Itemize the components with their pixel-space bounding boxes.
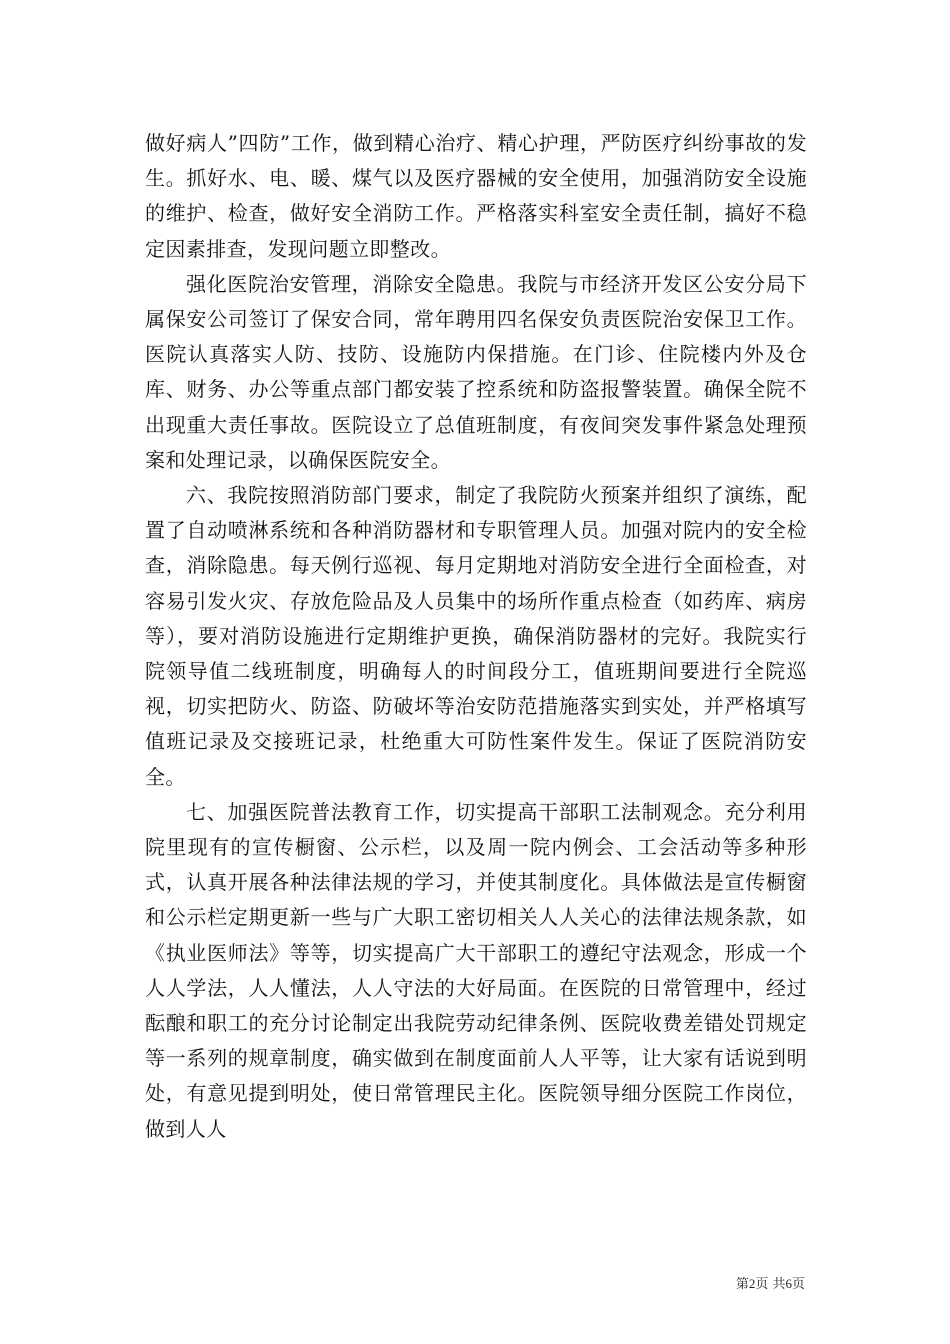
paragraph-3: 六、我院按照消防部门要求，制定了我院防火预案并组织了演练，配置了自动喷淋系统和各种消防器材和专职管理人员。加强对院内的安全检查，消除隐患。每天例行巡视、每月定期地对消防安全进行全面检查，对容易引发火灾、存放危险品及人员集中的场所作重点检查（如药库、病房等），要对消防设施进行定期维护更换，确保消防器材的完好。我院实行院领导值二线班制度，明确每人的时间段分工，值班期间要进行全院巡视，切实把防火、防盗、防破坏等治安防范措施落实到实处，并严格填写值班记录及交接班记录，杜绝重大可防性案件发生。保证了医院消防安全。 <box>145 483 807 789</box>
paragraph-2: 强化医院治安管理，消除安全隐患。我院与市经济开发区公安分局下属保安公司签订了保安合同，常年聘用四名保安负责医院治安保卫工作。医院认真落实人防、技防、设施防内保措施。在门诊、住院楼内外及仓库、财务、办公等重点部门都安装了控系统和防盗报警装置。确保全院不出现重大责任事故。医院设立了总值班制度，有夜间突发事件紧急处理预案和处理记录，以确保医院安全。 <box>145 271 807 472</box>
document-body <box>145 126 807 1147</box>
current-page-number: 2 <box>748 1276 756 1291</box>
page-number-footer <box>736 1276 805 1293</box>
paragraph-4: 七、加强医院普法教育工作，切实提高干部职工法制观念。充分利用院里现有的宣传橱窗、公示栏，以及周一院内例会、工会活动等多种形式，认真开展各种法律法规的学习，并使其制度化。具体做法是宣传橱窗和公示栏定期更新一些与广大职工密切相关人人关心的法律法规条款，如《执业医师法》等等，切实提高广大干部职工的遵纪守法观念，形成一个人人学法，人人懂法，人人守法的大好局面。在医院的日常管理中，经过酝酿和职工的充分讨论制定出我院劳动纪律条例、医院收费差错处罚规定等一系列的规章制度，确实做到在制度面前人人平等，让大家有话说到明处，有意见提到明处，使日常管理民主化。医院领导细分医院工作岗位，做到人人 <box>145 799 807 1141</box>
paragraph-1: 做好病人”四防”工作，做到精心治疗、精心护理，严防医疗纠纷事故的发生。抓好水、电、暖、煤气以及医疗器械的安全使用，加强消防安全设施的维护、检查，做好安全消防工作。严格落实科室安全责任制，搞好不稳定因素排查，发现问题立即整改。 <box>145 131 807 261</box>
footer-middle: 页 共 <box>755 1277 786 1292</box>
footer-suffix: 页 <box>791 1277 805 1292</box>
footer-prefix: 第 <box>735 1277 749 1292</box>
total-page-number: 6 <box>785 1276 792 1291</box>
